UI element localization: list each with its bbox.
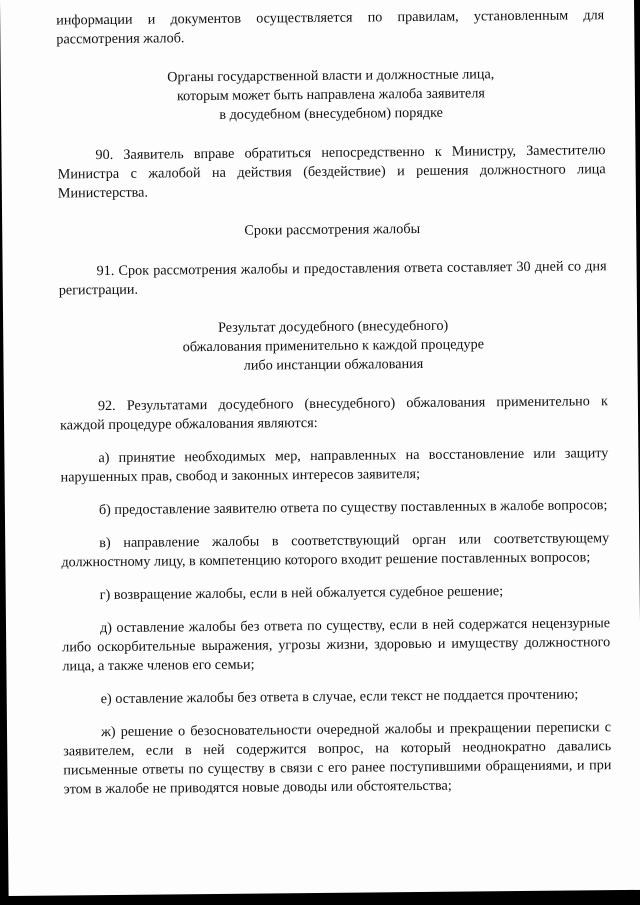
list-item-a: а) принятие необходимых мер, направленных на восстановление или защиту нарушенных прав, свобод и законных интересов заявителя; [60, 445, 609, 486]
list-item-d: д) оставление жалобы без ответа по существу, если в ней содержатся нецензурные либо оскорбительные выражения, угрозы жизни, здоровью и имуществу должностного лица, а также членов его семьи; [62, 615, 611, 675]
list-item-zh: ж) решение о безосновательности очередной жалобы и прекращении переписки с заявителем, если в ней содержится вопрос, на который неоднократно давались письменные ответы по существу в связи с его ранее поступившими обращениями, и при этом в жалобе не приводятся новые доводы или обстоятельства; [63, 719, 612, 798]
heading-terms: Сроки рассмотрения жалобы [244, 220, 421, 239]
heading-result-line-3: либо инстанции обжалования [243, 355, 424, 374]
list-item-g: г) возвращение жалобы, если в ней обжалуется судебное решение; [99, 583, 504, 604]
heading-bodies-line-1: Органы государственной власти и должностные лица, [167, 66, 495, 86]
paragraph-91: 91. Срок рассмотрения жалобы и предоставления ответа составляет 30 дней со дня регистрации. [58, 258, 607, 299]
paragraph-92: 92. Результатами досудебного (внесудебного) обжалования применительно к каждой процедуре обжалования являются: [60, 393, 608, 434]
heading-result-line-2: обжалования применительно к каждой процедуре [182, 336, 485, 356]
paragraph-90: 90. Заявитель вправе обратиться непосредственно к Министру, Заместителю Министра с жалобой на действия (бездействие) и решения должностного лица Министерства. [57, 142, 606, 202]
heading-result-line-1: Результат досудебного (внесудебного) [217, 317, 449, 336]
heading-bodies-line-2: которым может быть направлена жалоба заявителя [176, 85, 485, 105]
document-body [56, 6, 612, 799]
list-item-v: в) направление жалобы в соответствующий орган или соответствующему должностному лицу, в компетенцию которого входит решение поставленных вопросов; [61, 530, 610, 571]
list-item-b: б) предоставление заявителю ответа по существу поставленных в жалобе вопросов; [98, 497, 608, 519]
intro-paragraph: информации и документов осуществляется по правилам, установленным для рассмотрения жалоб. [56, 7, 605, 48]
heading-bodies-line-3: в досудебном (внесудебном) порядке [219, 104, 443, 123]
list-item-e: е) оставление жалобы без ответа в случае, если текст не поддается прочтению; [100, 686, 579, 708]
